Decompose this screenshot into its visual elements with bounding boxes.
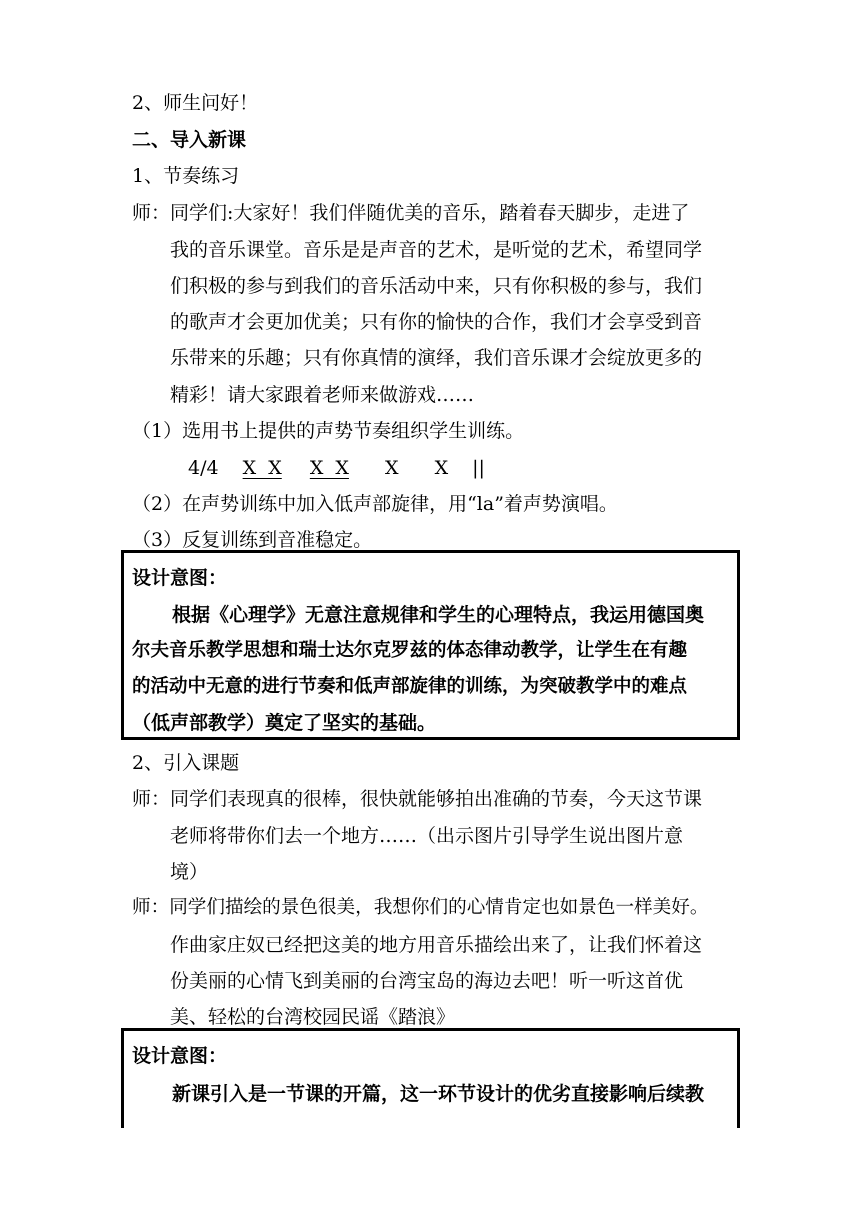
box-text: 的活动中无意的进行节奏和低声部旋律的训练，为突破教学中的难点 [132, 676, 688, 697]
box-title: 设计意图： [132, 567, 228, 589]
paragraph-line: 精彩！请大家跟着老师来做游戏…… [170, 384, 475, 406]
box-text: 尔夫音乐教学思想和瑞士达尔克罗兹的体态律动教学，让学生在有趣 [132, 640, 688, 661]
paragraph-line: 我的音乐课堂。音乐是是声音的艺术，是听觉的艺术，希望同学 [170, 239, 703, 261]
paragraph-line: 份美丽的心情飞到美丽的台湾宝岛的海边去吧！听一听这首优 [170, 970, 684, 992]
paragraph-line: 的歌声才会更加优美；只有你的愉快的合作，我们才会享受到音 [170, 311, 703, 333]
paragraph-line: 美、轻松的台湾校园民谣《踏浪》 [170, 1006, 456, 1028]
rhythm-meter: 4/4 [188, 457, 219, 479]
box-title: 设计意图： [132, 1045, 228, 1067]
box-text: 新课引入是一节课的开篇，这一环节设计的优劣直接影响后续教 [172, 1083, 705, 1105]
step-item: （1）选用书上提供的声势节奏组织学生训练。 [132, 420, 525, 442]
paragraph-line: 乐带来的乐趣；只有你真情的演绎，我们音乐课才会绽放更多的 [170, 347, 703, 369]
design-intent-box [121, 1028, 740, 1128]
rhythm-group: X X [242, 457, 282, 479]
step-item: （3）反复训练到音准稳定。 [132, 529, 373, 551]
design-intent-box [121, 550, 740, 740]
subheading: 2、引入课题 [132, 752, 240, 774]
box-text: （低声部教学）奠定了坚实的基础。 [132, 712, 437, 734]
rhythm-notation [188, 456, 485, 480]
paragraph-line: 师：同学们表现真的很棒，很快就能够拍出准确的节奏，今天这节课 [132, 788, 703, 810]
rhythm-group: X X [309, 457, 349, 479]
paragraph-line: 师：同学们描绘的景色很美，我想你们的心情肯定也如景色一样美好。 [132, 897, 709, 918]
paragraph-line: 境） [170, 861, 209, 883]
paragraph-line: 师：同学们:大家好！我们伴随优美的音乐，踏着春天脚步，走进了 [132, 202, 690, 224]
section-heading: 二、导入新课 [132, 129, 247, 151]
box-text: 根据《心理学》无意注意规律和学生的心理特点，我运用德国奥 [172, 604, 705, 626]
paragraph-line: 们积极的参与到我们的音乐活动中来，只有你积极的参与，我们 [170, 275, 703, 297]
rhythm-barline: || [472, 457, 485, 479]
text-line: 2、师生问好！ [132, 92, 259, 114]
rhythm-note: X [385, 457, 399, 479]
step-item: （2）在声势训练中加入低声部旋律，用“la”着声势演唱。 [132, 493, 618, 515]
subheading: 1、节奏练习 [132, 165, 240, 187]
paragraph-line: 老师将带你们去一个地方……（出示图片引导学生说出图片意 [170, 825, 684, 847]
rhythm-note: X [434, 457, 449, 479]
paragraph-line: 作曲家庄奴已经把这美的地方用音乐描绘出来了，让我们怀着这 [170, 934, 703, 956]
